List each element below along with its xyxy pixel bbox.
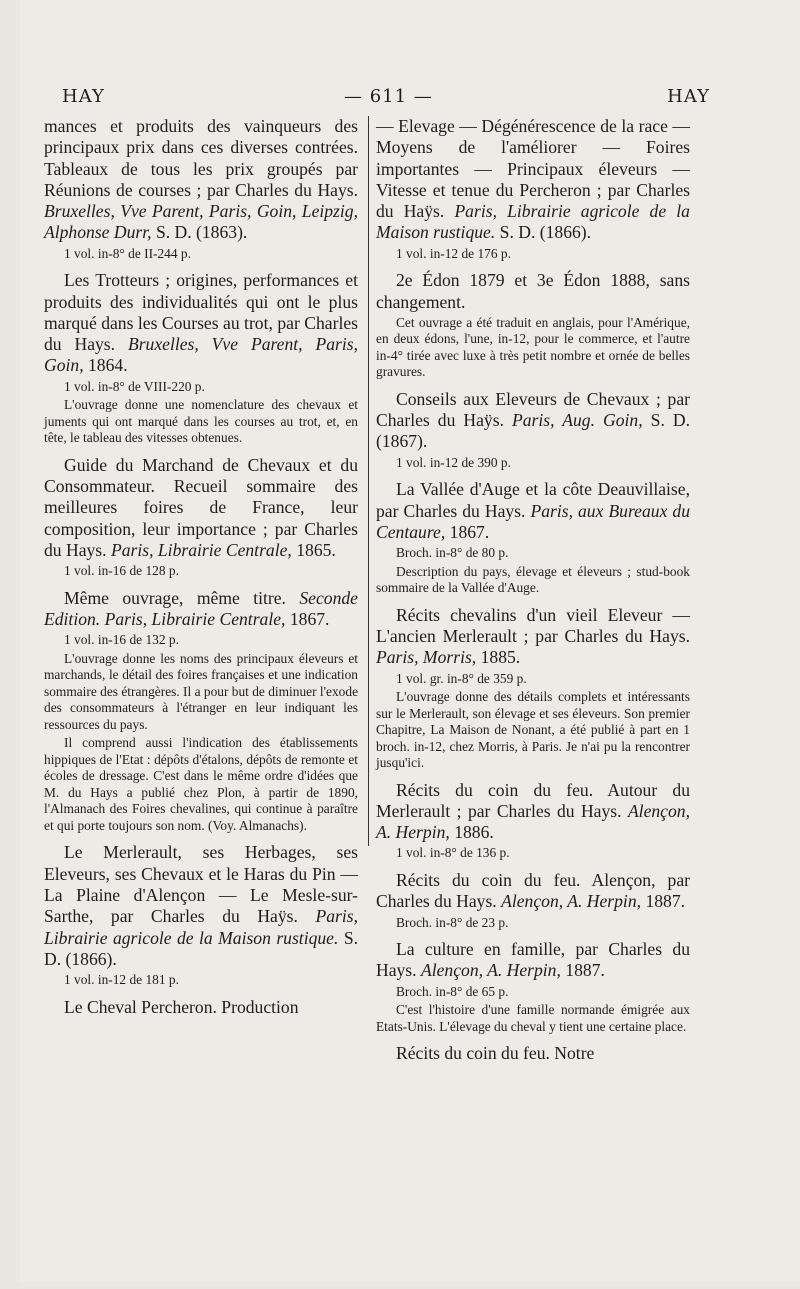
entry-note: Il comprend aussi l'indication des établissements hippiques de l'Etat : dépôts d'étalons, dépôts de remonte et écoles de dressage. C'est dans le même ordre d'idées que M. du Hays a publié chez Plon, à partir de 1890, l'Almanach des Foires chevalines, qui continue à paraître et qui porte toujours son nom. (Voy. Almanachs). <box>44 735 358 833</box>
left-column <box>44 116 358 1026</box>
entry-title: Récits du coin du feu. Autour du Merlerault ; par Charles du Hays. <box>376 779 690 821</box>
entry <box>376 479 690 596</box>
entry-publisher: Alençon, A. Herpin, <box>420 960 561 981</box>
entry-size: 1 vol. in-12 de 181 p. <box>64 972 179 988</box>
entry-publisher: Paris, aux Bureaux du Centaure, <box>376 500 691 542</box>
entry-title: Le Merlerault, ses Herbages, ses Eleveurs, ses Chevaux et le Haras du Pin — La Plaine d'Alençon — Le Mesle-sur-Sarthe, par Charles du Haÿs. <box>44 842 358 927</box>
entry-date: 1867. <box>289 609 330 630</box>
entry-title: Les Trotteurs ; origines, performances et produits des individualités qui ont le plus marqué dans les Courses au trot, par Charles du Hays. <box>44 270 358 355</box>
right-column <box>376 116 690 1072</box>
column-divider <box>368 116 369 846</box>
entry-title: Le Cheval Percheron. Production <box>64 996 299 1017</box>
entry-note: L'ouvrage donne des détails complets et intéressants sur le Merlerault, son élevage et ses éleveurs. Son premier Chapitre, La Maison de Nonant, a été publié à part en 1 broch. in-12, chez Morris, à Paris. Je n'ai pu la rencontrer jusqu'ici. <box>376 689 690 771</box>
entry-size: 1 vol. in-8° de VIII-220 p. <box>64 378 205 394</box>
entry-publisher: Paris, Librairie agricole de la Maison rustique. <box>376 201 690 243</box>
entry-date: 1886. <box>454 822 494 843</box>
entry-date: 1865. <box>296 539 336 560</box>
entry-size: 1 vol. in-8° de II-244 p. <box>64 245 191 261</box>
entry-size: 1 vol. gr. in-8° de 359 p. <box>396 670 527 686</box>
entry-size: Broch. in-8° de 23 p. <box>396 914 509 930</box>
entry-size: 1 vol. in-16 de 128 p. <box>64 563 179 579</box>
entry-title: La culture en famille, par Charles du Hays. <box>376 939 690 981</box>
entry <box>44 270 358 446</box>
entry-note: C'est l'histoire d'une famille normande émigrée aux Etats-Unis. L'élevage du cheval y tient une certaine place. <box>376 1002 690 1034</box>
entry <box>376 870 690 931</box>
header-right: HAY <box>667 86 710 107</box>
entry-title: Récits du coin du feu. Alençon, par Charles du Hays. <box>376 869 690 912</box>
entry-date: S. D. (1866). <box>499 222 592 243</box>
entry-note: L'ouvrage donne une nomenclature des chevaux et juments qui ont marqué dans les courses au trot, et, en tête, le tableau des vitesses obtenues. <box>44 397 358 446</box>
entry-note: Description du pays, élevage et éleveurs ; stud-book sommaire de la Vallée d'Auge. <box>376 563 690 596</box>
entry <box>376 270 690 381</box>
entry <box>44 842 358 988</box>
entry <box>44 588 358 835</box>
entry-size: 1 vol. in-12 de 390 p. <box>396 454 511 470</box>
entry <box>376 780 690 862</box>
entry <box>376 116 690 262</box>
entry-title: — Elevage — Dégénérescence de la race — Moyens de l'améliorer — Foires importantes — Principaux éleveurs — Vitesse et tenue du Percheron ; par Charles du Haÿs. <box>376 116 690 222</box>
entry-publisher: Paris, Aug. Goin, <box>512 410 643 431</box>
entry-date: S. D. (1866). <box>44 927 358 969</box>
entry-date: 1887. <box>565 960 605 981</box>
entry-publisher: Bruxelles, Vve Parent, Paris, Goin, <box>44 334 358 376</box>
page-number: — 611 — <box>344 86 433 107</box>
entry-title: Récits du coin du feu. Notre <box>396 1043 595 1064</box>
entry-publisher: Paris, Librairie Centrale, <box>110 539 292 560</box>
page-header <box>62 86 710 114</box>
entry <box>376 1043 690 1064</box>
entry-date: 1887. <box>645 891 686 912</box>
entry-date: 1885. <box>480 647 521 668</box>
entry-note: Cet ouvrage a été traduit en anglais, pour l'Amérique, en deux édons, l'une, in-12, pour le commerce, et l'autre in-4° tirée avec luxe à très petit nombre et ornée de belles gravures. <box>376 314 690 380</box>
entry-title: Récits chevalins d'un vieil Eleveur — L'ancien Merlerault ; par Charles du Hays. <box>376 604 690 646</box>
entry-title: La Vallée d'Auge et la côte Deauvillaise, par Charles du Hays. <box>376 479 690 521</box>
entry-title: Guide du Marchand de Chevaux et du Consommateur. Recueil sommaire des meilleures foires de France, leur composition, leur importance ; par Charles du Hays. <box>44 454 358 560</box>
entry <box>376 939 690 1035</box>
entry-publisher: Alençon, A. Herpin, <box>376 800 690 843</box>
entry-publisher: Seconde Edition. Paris, Librairie Centrale, <box>44 587 358 630</box>
entry-size: 1 vol. in-8° de 136 p. <box>396 845 510 861</box>
entry <box>376 389 690 471</box>
entry-size: 1 vol. in-16 de 132 p. <box>64 632 179 648</box>
entry-date: S. D. (1867). <box>376 410 690 452</box>
entry-title: 2e Édon 1879 et 3e Édon 1888, sans changement. <box>376 270 690 312</box>
entry-publisher: Paris, Morris, <box>376 647 477 668</box>
entry <box>44 116 358 262</box>
entry <box>44 455 358 580</box>
entry-publisher: Bruxelles, Vve Parent, Paris, Goin, Leipzig, Alphonse Durr, <box>44 201 358 243</box>
header-left: HAY <box>62 86 105 107</box>
entry-date: 1864. <box>88 355 128 376</box>
entry-size: Broch. in-8° de 65 p. <box>396 983 509 999</box>
entry-publisher: Alençon, A. Herpin, <box>501 891 642 912</box>
entry-publisher: Paris, Librairie agricole de la Maison rustique. <box>44 906 358 948</box>
entry-title: Même ouvrage, même titre. <box>64 587 286 608</box>
entry-note: L'ouvrage donne les noms des principaux éleveurs et marchands, le détail des foires françaises et une indication sommaire des étrangères. Il a pour but de diminuer l'exode des consommateurs à l'étranger en leur indiquant les ressources du pays. <box>44 650 359 732</box>
entry-title: Conseils aux Eleveurs de Chevaux ; par Charles du Haÿs. <box>376 388 690 431</box>
entry <box>376 605 690 772</box>
book-page <box>20 0 800 1282</box>
entry-date: S. D. (1863). <box>155 222 248 243</box>
entry <box>44 997 358 1018</box>
entry-title: mances et produits des vainqueurs des principaux prix dans ces diverses contrées. Tableaux de tous les prix groupés par Réunions de courses ; par Charles du Hays. <box>44 116 358 200</box>
entry-size: 1 vol. in-12 de 176 p. <box>396 245 511 261</box>
entry-size: Broch. in-8° de 80 p. <box>396 545 509 561</box>
entry-date: 1867. <box>449 521 490 542</box>
